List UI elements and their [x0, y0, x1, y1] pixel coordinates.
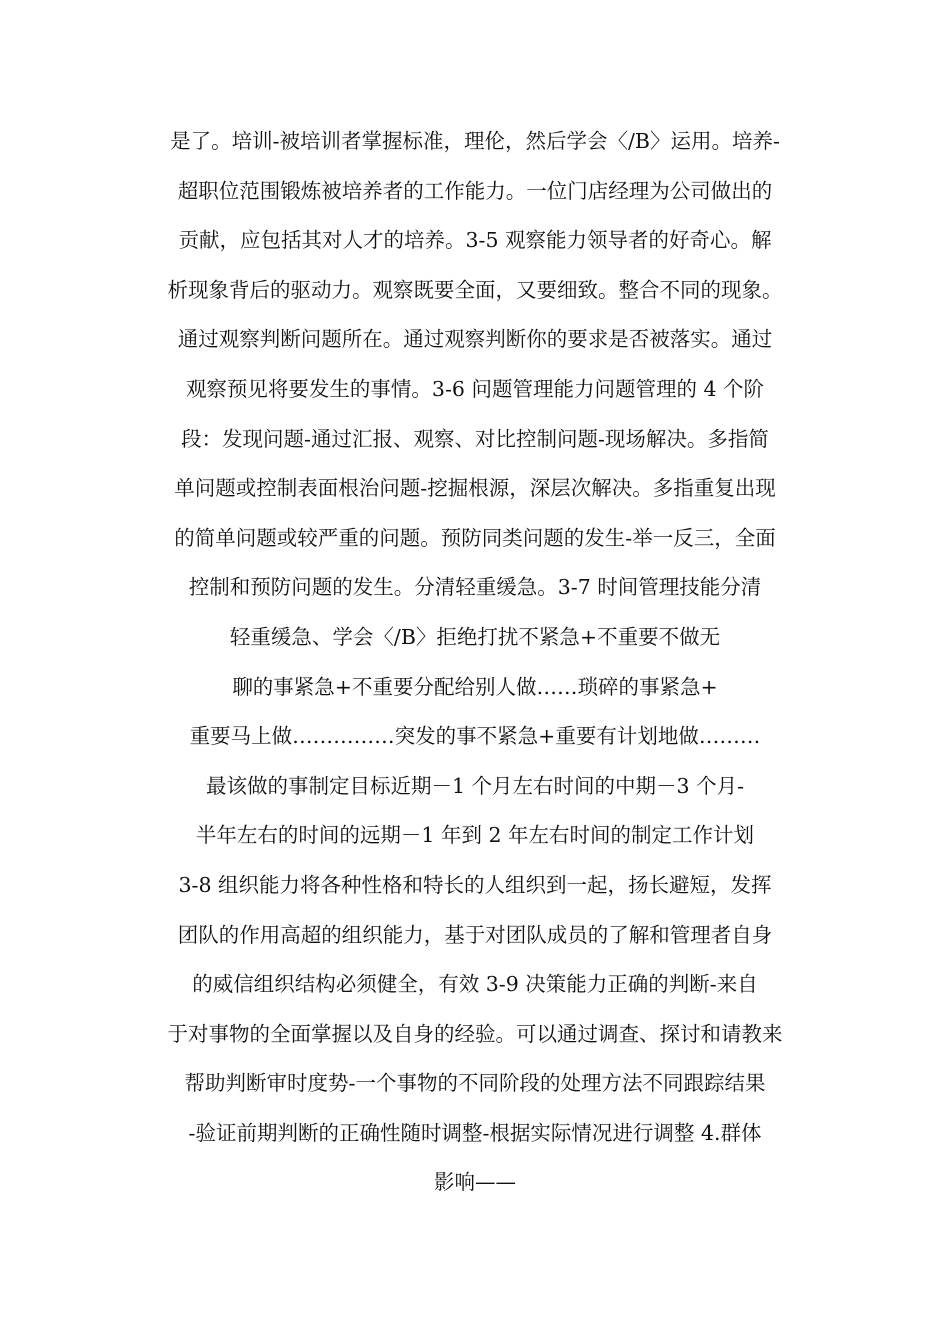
text-line: 最该做的事制定目标近期－1 个月左右时间的中期－3 个月- [205, 773, 745, 798]
text-line: 聊的事紧急+不重要分配给别人做……琐碎的事紧急+ [232, 674, 718, 699]
text-line: 单问题或控制表面根治问题-挖掘根源，深层次解决。多指重复出现 [174, 476, 776, 501]
text-line: 超职位范围锻炼被培养者的工作能力。一位门店经理为公司做出的 [177, 178, 773, 203]
text-line: 影响—— [434, 1170, 516, 1195]
text-line: 控制和预防问题的发生。分清轻重缓急。3-7 时间管理技能分清 [188, 575, 762, 600]
text-line: 贡献，应包括其对人才的培养。3-5 观察能力领导者的好奇心。解 [178, 228, 772, 253]
text-line: 轻重缓急、学会〈/B〉拒绝打扰不紧急+不重要不做无 [229, 624, 721, 649]
text-line: 通过观察判断问题所在。通过观察判断你的要求是否被落实。通过 [177, 327, 773, 352]
text-line: 的简单问题或较严重的问题。预防同类问题的发生-举一反三，全面 [174, 525, 776, 550]
text-line: 半年左右的时间的远期－1 年到 2 年左右时间的制定工作计划 [195, 823, 755, 848]
text-line: -验证前期判断的正确性随时调整-根据实际情况进行调整 4.群体 [188, 1120, 762, 1145]
text-line: 的威信组织结构必须健全，有效 3-9 决策能力正确的判断-来自 [192, 972, 758, 997]
text-line: 重要马上做……………突发的事不紧急+重要有计划地做……… [189, 724, 761, 749]
body-text [120, 117, 830, 1208]
text-line: 帮助判断审时度势-一个事物的不同阶段的处理方法不同跟踪结果 [184, 1071, 766, 1096]
text-line: 观察预见将要发生的事情。3-6 问题管理能力问题管理的 4 个阶 [185, 376, 765, 401]
text-line: 于对事物的全面掌握以及自身的经验。可以通过调查、探讨和请教来 [167, 1021, 783, 1046]
text-line: 是了。培训-被培训者掌握标准，理伦，然后学会〈/B〉运用。培养- [170, 129, 780, 153]
text-line: 析现象背后的驱动力。观察既要全面，又要细致。整合不同的现象。 [167, 277, 783, 302]
text-line: 段：发现问题-通过汇报、观察、对比控制问题-现场解决。多指简 [181, 426, 769, 451]
text-line: 3-8 组织能力将各种性格和特长的人组织到一起，扬长避短，发挥 [178, 872, 772, 897]
text-line: 团队的作用高超的组织能力，基于对团队成员的了解和管理者自身 [177, 922, 773, 947]
